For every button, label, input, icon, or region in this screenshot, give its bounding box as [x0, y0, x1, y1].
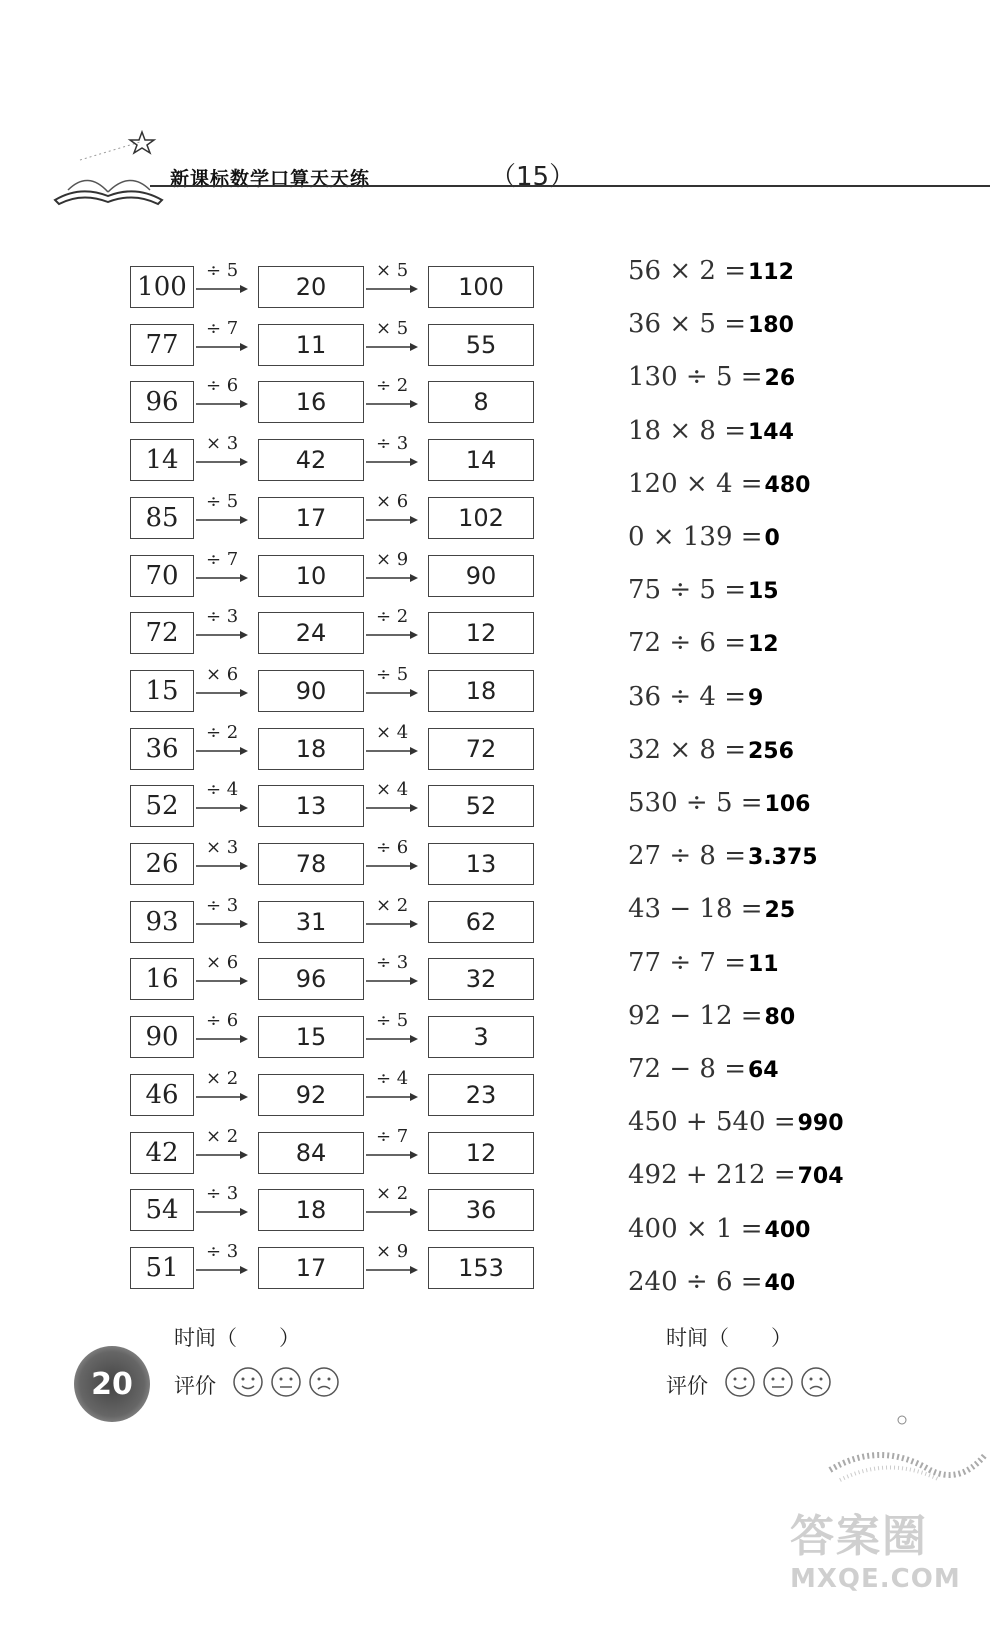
equation-question: 77 ÷ 7 =	[628, 947, 746, 978]
chain-row	[130, 663, 550, 714]
operation-label: ÷ 5	[206, 260, 239, 281]
chain-row	[130, 1010, 550, 1060]
equation-item	[628, 256, 794, 286]
chain-row	[130, 837, 550, 887]
chain-start-value: 15	[130, 670, 194, 712]
operation-label: ÷ 6	[376, 837, 409, 858]
arrow-right-icon	[196, 342, 248, 352]
arrow-right-icon	[196, 284, 248, 294]
chain-start-value: 54	[130, 1189, 194, 1231]
chain-start-value: 36	[130, 728, 194, 770]
chain-row	[130, 260, 550, 310]
chain-row	[130, 490, 550, 541]
chain-answer-end[interactable]: 72	[428, 728, 534, 770]
equation-item	[628, 522, 780, 552]
page-number: 20	[91, 1366, 133, 1402]
chain-start-value: 85	[130, 497, 194, 539]
chain-start-value: 96	[130, 381, 194, 423]
watermark-line2: MXQE.COM	[790, 1564, 961, 1594]
equation-question: 450 + 540 =	[628, 1107, 796, 1138]
operation-label: × 5	[376, 317, 409, 339]
operation-label: × 9	[376, 548, 409, 570]
chain-answer-end[interactable]: 13	[428, 843, 534, 885]
chain-row	[130, 1240, 550, 1291]
operation-label: ÷ 7	[206, 317, 239, 339]
chain-answer-end[interactable]: 32	[428, 958, 534, 1000]
operation-label: × 2	[376, 1183, 409, 1205]
equation-item	[628, 1267, 795, 1297]
equation-answer[interactable]: 112	[748, 260, 794, 285]
operation-label: ÷ 6	[206, 1010, 239, 1032]
chain-answer-end[interactable]: 90	[428, 555, 534, 597]
chain-row	[130, 317, 550, 368]
operation-label: ÷ 4	[376, 1067, 409, 1089]
chain-answer-end[interactable]: 102	[428, 497, 534, 539]
chain-row	[130, 1125, 550, 1176]
operation-label: ÷ 4	[206, 779, 239, 801]
operation-label: × 4	[376, 779, 409, 801]
equation-answer[interactable]: 704	[797, 1164, 844, 1190]
equation-question: 492 + 212 =	[628, 1160, 796, 1191]
arrow-right-icon	[366, 1092, 418, 1102]
operation-label: ÷ 2	[376, 606, 409, 628]
equation-item	[628, 1214, 810, 1244]
equation-item	[628, 1107, 844, 1137]
equation-question: 18 × 8 =	[628, 415, 746, 446]
page-header	[50, 130, 990, 210]
chain-answer-middle[interactable]: 16	[258, 381, 364, 423]
chain-operation-1	[196, 1010, 252, 1060]
header-title: 新课标数学口算天天练	[170, 168, 371, 190]
chain-row	[130, 1067, 550, 1118]
equation-item	[628, 1054, 779, 1084]
chain-answer-middle[interactable]: 31	[258, 901, 364, 943]
chain-answer-middle[interactable]: 10	[258, 555, 364, 597]
chain-answer-end[interactable]: 62	[428, 901, 534, 943]
chain-answer-end[interactable]: 23	[428, 1074, 534, 1116]
chain-operation-2	[366, 837, 422, 887]
arrow-right-icon	[366, 919, 418, 929]
chain-answer-middle[interactable]: 13	[258, 785, 364, 827]
chain-operation-1	[196, 260, 252, 310]
operation-label: × 6	[206, 952, 239, 974]
operation-label: × 4	[376, 721, 409, 743]
chain-answer-end[interactable]: 3	[428, 1016, 534, 1058]
watermark	[790, 1500, 990, 1620]
arrow-right-icon	[366, 573, 418, 583]
chain-answer-middle[interactable]: 11	[258, 324, 364, 366]
operation-label: ÷ 3	[206, 606, 239, 628]
chain-answer-end[interactable]: 55	[428, 324, 534, 366]
arrow-right-icon	[196, 861, 248, 871]
arrow-right-icon	[366, 1207, 418, 1217]
equation-item	[628, 469, 810, 499]
equation-answer[interactable]: 256	[748, 738, 794, 764]
equation-item	[628, 1160, 844, 1190]
arrow-right-icon	[196, 1207, 248, 1217]
arrow-right-icon	[366, 399, 418, 409]
chain-row	[130, 721, 550, 772]
chain-answer-middle[interactable]: 18	[258, 1189, 364, 1231]
chain-operation-2	[366, 548, 422, 599]
arrow-right-icon	[196, 515, 248, 525]
arrow-right-icon	[366, 284, 418, 294]
chain-row	[130, 779, 550, 829]
time-label-right: 时间（ ）	[666, 1326, 792, 1350]
operation-label: ÷ 3	[376, 433, 409, 455]
equation-item	[628, 735, 794, 765]
equation-answer[interactable]: 106	[764, 792, 811, 817]
equation-item	[628, 788, 810, 818]
chain-operation-2	[366, 1067, 422, 1118]
chain-operation-1	[196, 548, 252, 599]
chain-operation-1	[196, 317, 252, 368]
arrow-right-icon	[366, 457, 418, 467]
equation-question: 130 ÷ 5 =	[628, 362, 763, 393]
operation-label: × 2	[206, 1067, 239, 1089]
exercise-number: （15）	[490, 162, 576, 192]
arrow-right-icon	[196, 688, 248, 698]
chain-operation-1	[196, 1125, 252, 1176]
equation-question: 56 × 2 =	[628, 256, 746, 286]
smile-face-icon[interactable]	[232, 1366, 264, 1398]
arrow-right-icon	[366, 515, 418, 525]
chain-answer-middle[interactable]: 96	[258, 958, 364, 1000]
equation-question: 75 ÷ 5 =	[628, 575, 746, 606]
chain-answer-middle[interactable]: 17	[258, 1247, 364, 1289]
chain-answer-end[interactable]: 12	[428, 1132, 534, 1174]
chain-start-value: 100	[130, 266, 194, 308]
equation-question: 240 ÷ 6 =	[628, 1266, 763, 1297]
equation-answer[interactable]: 990	[797, 1111, 844, 1137]
equation-item	[628, 948, 779, 978]
chain-answer-end[interactable]: 153	[428, 1247, 534, 1289]
chain-row	[130, 375, 550, 425]
equation-item	[628, 682, 763, 712]
chain-answer-end[interactable]: 18	[428, 670, 534, 712]
chain-start-value: 70	[130, 555, 194, 597]
operation-label: ÷ 6	[206, 375, 239, 397]
chain-start-value: 46	[130, 1074, 194, 1116]
chain-answer-middle[interactable]: 42	[258, 439, 364, 481]
operation-label: ÷ 3	[206, 894, 239, 916]
chain-operation-2	[366, 1010, 422, 1060]
equation-answer[interactable]: 15	[748, 579, 779, 605]
chain-row	[130, 606, 550, 656]
equation-item	[628, 628, 779, 658]
operation-label: ÷ 7	[376, 1125, 409, 1147]
chain-start-value: 26	[130, 843, 194, 885]
equation-item	[628, 1001, 795, 1031]
chain-answer-end[interactable]: 14	[428, 439, 534, 481]
chain-answer-middle[interactable]: 18	[258, 728, 364, 770]
chain-operation-2	[366, 375, 422, 425]
chain-answer-middle[interactable]: 90	[258, 670, 364, 712]
operation-label: ÷ 3	[206, 1183, 239, 1205]
chain-start-value: 42	[130, 1132, 194, 1174]
operation-label: ÷ 5	[376, 663, 409, 685]
operation-label: × 2	[206, 1125, 239, 1147]
operation-label: ÷ 2	[206, 721, 239, 743]
equation-answer[interactable]: 400	[764, 1217, 811, 1243]
chain-operation-1	[196, 375, 252, 425]
sad-face-icon[interactable]	[800, 1366, 832, 1398]
operation-label: ÷ 3	[376, 952, 409, 974]
arrow-right-icon	[366, 342, 418, 352]
chain-operation-1	[196, 433, 252, 483]
arrow-right-icon	[196, 573, 248, 583]
equation-item	[628, 841, 818, 871]
arrow-right-icon	[196, 976, 248, 986]
rating-label-right: 评价	[666, 1374, 708, 1398]
chain-operation-1	[196, 837, 252, 887]
equation-question: 27 ÷ 8 =	[628, 841, 746, 872]
chain-operation-2	[366, 1240, 422, 1291]
arrow-right-icon	[196, 630, 248, 640]
chain-operation-1	[196, 779, 252, 829]
chain-operation-2	[366, 260, 422, 310]
operation-label: × 2	[376, 894, 409, 916]
arrow-right-icon	[366, 1150, 418, 1160]
arrow-right-icon	[196, 1034, 248, 1044]
chain-answer-end[interactable]: 36	[428, 1189, 534, 1231]
chain-start-value: 77	[130, 324, 194, 366]
equation-answer[interactable]: 180	[748, 313, 794, 339]
equation-answer[interactable]: 0	[764, 526, 780, 551]
watermark-line1: 答案圈	[790, 1511, 928, 1562]
chain-row	[130, 1183, 550, 1233]
arrow-right-icon	[366, 1034, 418, 1044]
arrow-right-icon	[196, 1092, 248, 1102]
arrow-right-icon	[366, 1265, 418, 1275]
equation-answer[interactable]: 26	[764, 366, 796, 392]
operation-label: × 3	[206, 837, 239, 858]
arrow-right-icon	[196, 919, 248, 929]
chain-operation-1	[196, 721, 252, 772]
operation-label: × 6	[376, 490, 409, 512]
equation-question: 400 × 1 =	[628, 1213, 763, 1244]
arrow-right-icon	[196, 457, 248, 467]
chain-start-value: 72	[130, 612, 194, 654]
equation-answer[interactable]: 9	[748, 685, 764, 711]
chain-answer-middle[interactable]: 17	[258, 497, 364, 539]
chain-operation-1	[196, 490, 252, 541]
chain-start-value: 90	[130, 1016, 194, 1058]
equation-question: 43 − 18 =	[628, 894, 763, 925]
chain-start-value: 93	[130, 901, 194, 943]
equation-answer[interactable]: 480	[764, 472, 811, 498]
equation-answer[interactable]: 3.375	[748, 845, 818, 871]
operation-label: × 6	[206, 663, 239, 685]
chain-answer-end[interactable]: 100	[428, 266, 534, 308]
chain-start-value: 51	[130, 1247, 194, 1289]
chain-operation-1	[196, 1183, 252, 1233]
chain-answer-middle[interactable]: 20	[258, 266, 364, 308]
equation-question: 0 × 139 =	[628, 522, 763, 552]
neutral-face-icon[interactable]	[270, 1366, 302, 1398]
equation-answer[interactable]: 40	[764, 1270, 796, 1296]
chain-row	[130, 433, 550, 483]
arrow-right-icon	[196, 746, 248, 756]
chain-operation-2	[366, 663, 422, 714]
chain-operation-2	[366, 779, 422, 829]
chain-operation-1	[196, 894, 252, 945]
chain-start-value: 52	[130, 785, 194, 827]
operation-label: ÷ 2	[376, 375, 409, 397]
equation-question: 72 − 8 =	[628, 1054, 746, 1084]
chain-start-value: 16	[130, 958, 194, 1000]
operation-label: × 5	[376, 260, 409, 281]
equation-item	[628, 362, 795, 392]
operation-label: ÷ 5	[206, 490, 239, 512]
chain-row	[130, 548, 550, 599]
equation-question: 530 ÷ 5 =	[628, 788, 763, 818]
arrow-right-icon	[196, 399, 248, 409]
arrow-right-icon	[366, 746, 418, 756]
chain-answer-end[interactable]: 12	[428, 612, 534, 654]
equation-answer[interactable]: 12	[748, 632, 779, 658]
equation-item	[628, 416, 794, 446]
equation-item	[628, 309, 794, 339]
arrow-right-icon	[366, 861, 418, 871]
neutral-face-icon[interactable]	[762, 1366, 794, 1398]
arrow-right-icon	[366, 688, 418, 698]
chain-operation-1	[196, 1240, 252, 1291]
equation-question: 120 × 4 =	[628, 468, 763, 499]
arrow-right-icon	[196, 803, 248, 813]
arrow-right-icon	[366, 976, 418, 986]
equation-question: 32 × 8 =	[628, 734, 746, 765]
operation-label: ÷ 3	[206, 1240, 239, 1262]
chain-answer-middle[interactable]: 78	[258, 843, 364, 885]
header-divider	[150, 185, 990, 187]
chain-operation-1	[196, 606, 252, 656]
arrow-right-icon	[196, 1265, 248, 1275]
equation-answer[interactable]: 11	[748, 951, 779, 977]
equation-item	[628, 894, 795, 924]
sad-face-icon[interactable]	[308, 1366, 340, 1398]
equation-answer[interactable]: 144	[748, 419, 794, 445]
chain-row	[130, 952, 550, 1002]
chain-answer-end[interactable]: 8	[428, 381, 534, 423]
page-number-badge	[74, 1346, 150, 1422]
operation-label: × 3	[206, 433, 239, 455]
book-star-icon	[50, 130, 170, 210]
equation-item	[628, 575, 779, 605]
chain-operation-1	[196, 663, 252, 714]
equation-answer[interactable]: 25	[764, 898, 796, 924]
chain-operation-2	[366, 894, 422, 945]
arrow-right-icon	[196, 1150, 248, 1160]
equation-question: 92 − 12 =	[628, 1000, 763, 1031]
equation-question: 36 × 5 =	[628, 309, 746, 340]
arrow-right-icon	[366, 630, 418, 640]
chain-operation-2	[366, 1183, 422, 1233]
chain-answer-middle[interactable]: 15	[258, 1016, 364, 1058]
chain-answer-end[interactable]: 52	[428, 785, 534, 827]
rating-label-left: 评价	[174, 1374, 216, 1398]
chain-operation-2	[366, 317, 422, 368]
operation-label: × 9	[376, 1240, 409, 1262]
chain-operation-1	[196, 1067, 252, 1118]
chain-start-value: 14	[130, 439, 194, 481]
chain-operation-2	[366, 721, 422, 772]
chain-operation-2	[366, 490, 422, 541]
chain-answer-middle[interactable]: 24	[258, 612, 364, 654]
chain-operation-2	[366, 952, 422, 1002]
equation-answer[interactable]: 64	[748, 1058, 779, 1083]
smile-face-icon[interactable]	[724, 1366, 756, 1398]
arrow-right-icon	[366, 803, 418, 813]
chain-answer-middle[interactable]: 84	[258, 1132, 364, 1174]
equation-question: 36 ÷ 4 =	[628, 681, 746, 712]
chain-operation-2	[366, 606, 422, 656]
equation-answer[interactable]: 80	[764, 1004, 796, 1030]
time-label-left: 时间（ ）	[174, 1326, 300, 1350]
chain-operation-1	[196, 952, 252, 1002]
chain-operation-2	[366, 1125, 422, 1176]
operation-label: ÷ 7	[206, 548, 239, 570]
operation-label: ÷ 5	[376, 1010, 409, 1032]
chain-answer-middle[interactable]: 92	[258, 1074, 364, 1116]
equation-question: 72 ÷ 6 =	[628, 628, 746, 659]
chain-operation-2	[366, 433, 422, 483]
chain-row	[130, 894, 550, 945]
decorative-wave-icon	[820, 1400, 990, 1490]
